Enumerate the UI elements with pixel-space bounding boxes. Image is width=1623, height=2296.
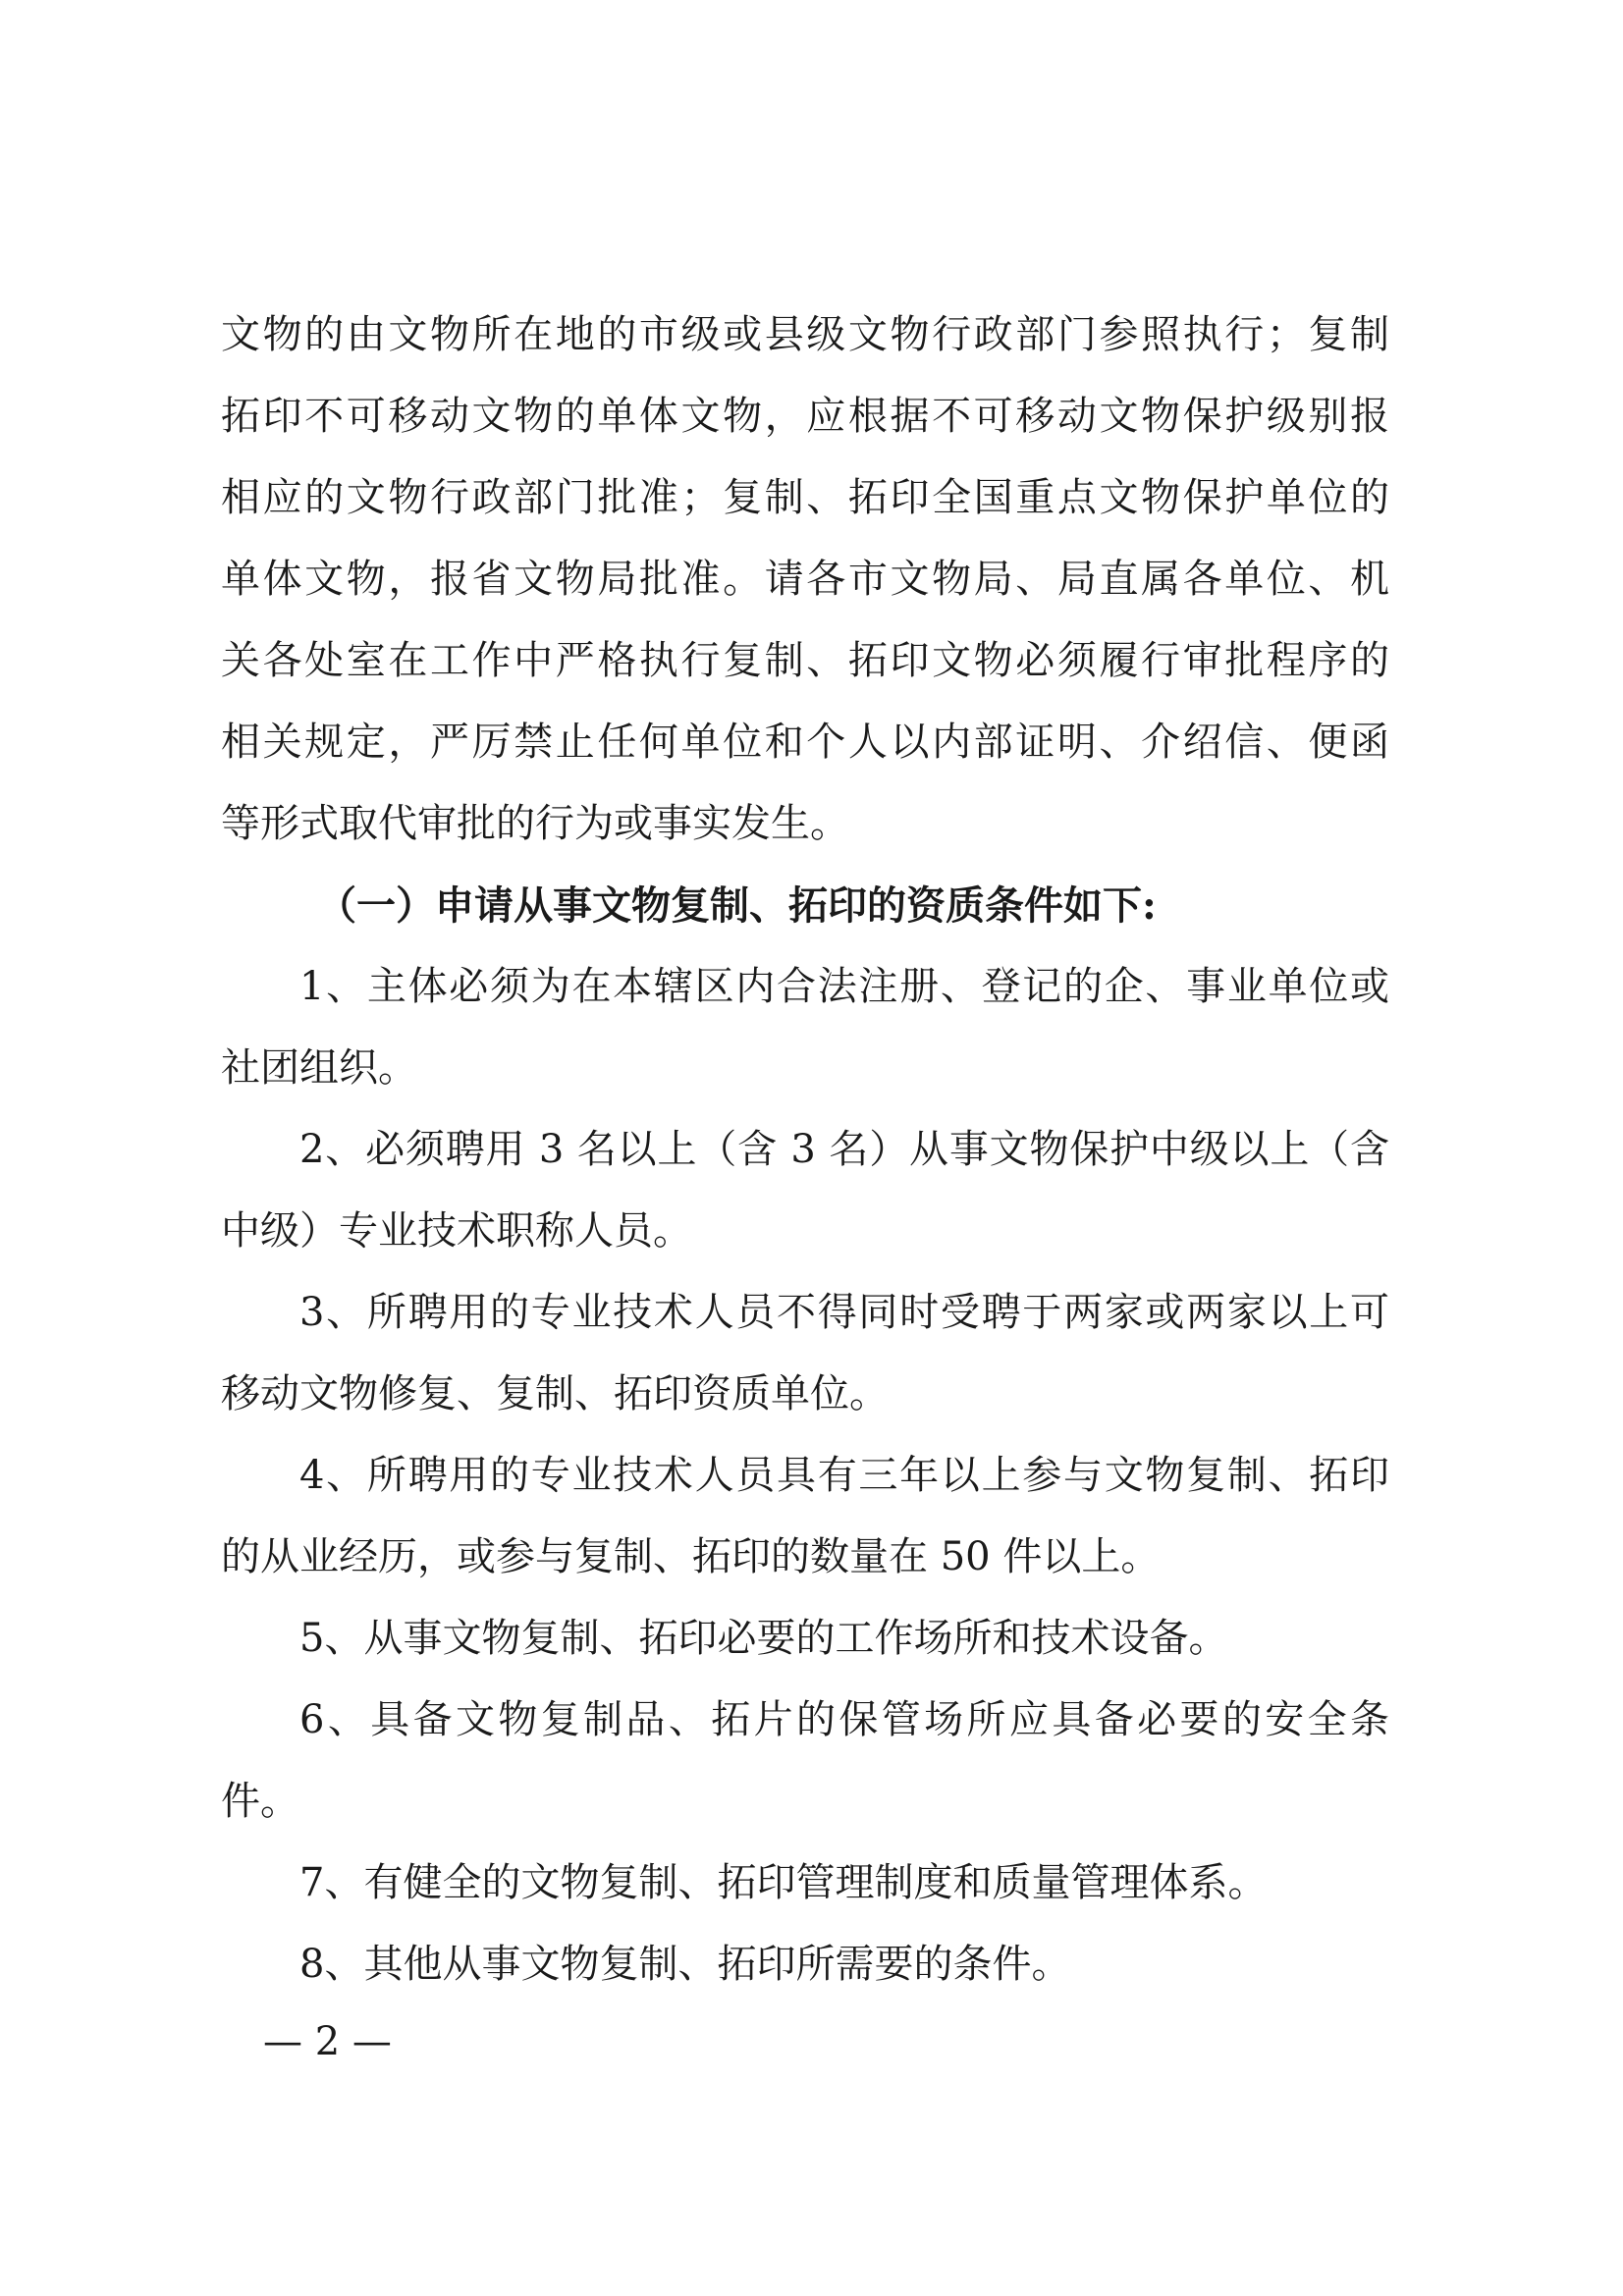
paragraph-line: 相应的文物行政部门批准；复制、拓印全国重点文物保护单位的: [221, 475, 1389, 520]
paragraph-line: 单体文物，报省文物局批准。请各市文物局、局直属各单位、机: [221, 557, 1389, 602]
list-item: 1、主体必须为在本辖区内合法注册、登记的企、事业单位或: [299, 964, 1389, 1009]
list-item-continuation: 件。: [221, 1779, 299, 1824]
list-item: 7、有健全的文物复制、拓印管理制度和质量管理体系。: [299, 1860, 1268, 1905]
list-item: 5、从事文物复制、拓印必要的工作场所和技术设备。: [299, 1616, 1228, 1661]
body-text: [221, 294, 1389, 2005]
list-item: 3、所聘用的专业技术人员不得同时受聘于两家或两家以上可: [299, 1290, 1389, 1335]
list-item-continuation: 中级）专业技术职称人员。: [221, 1208, 692, 1254]
section-heading: （一）申请从事文物复制、拓印的资质条件如下:: [317, 882, 1157, 929]
page-number: — 2 —: [263, 2019, 392, 2064]
list-item: 4、所聘用的专业技术人员具有三年以上参与文物复制、拓印: [299, 1453, 1389, 1498]
paragraph-line: 拓印不可移动文物的单体文物，应根据不可移动文物保护级别报: [221, 394, 1389, 439]
list-item: 2、必须聘用 3 名以上（含 3 名）从事文物保护中级以上（含: [299, 1127, 1389, 1172]
paragraph-line: 等形式取代审批的行为或事实发生。: [221, 801, 849, 846]
list-item-continuation: 移动文物修复、复制、拓印资质单位。: [221, 1371, 889, 1416]
list-item-continuation: 社团组织。: [221, 1045, 417, 1091]
paragraph-line: 文物的由文物所在地的市级或县级文物行政部门参照执行；复制: [221, 312, 1389, 357]
list-item-continuation: 的从业经历，或参与复制、拓印的数量在 50 件以上。: [221, 1534, 1161, 1579]
paragraph-line: 关各处室在工作中严格执行复制、拓印文物必须履行审批程序的: [221, 638, 1389, 683]
list-item: 8、其他从事文物复制、拓印所需要的条件。: [299, 1942, 1071, 1987]
paragraph-line: 相关规定，严厉禁止任何单位和个人以内部证明、介绍信、便函: [221, 720, 1389, 765]
list-item: 6、具备文物复制品、拓片的保管场所应具备必要的安全条: [299, 1697, 1389, 1742]
